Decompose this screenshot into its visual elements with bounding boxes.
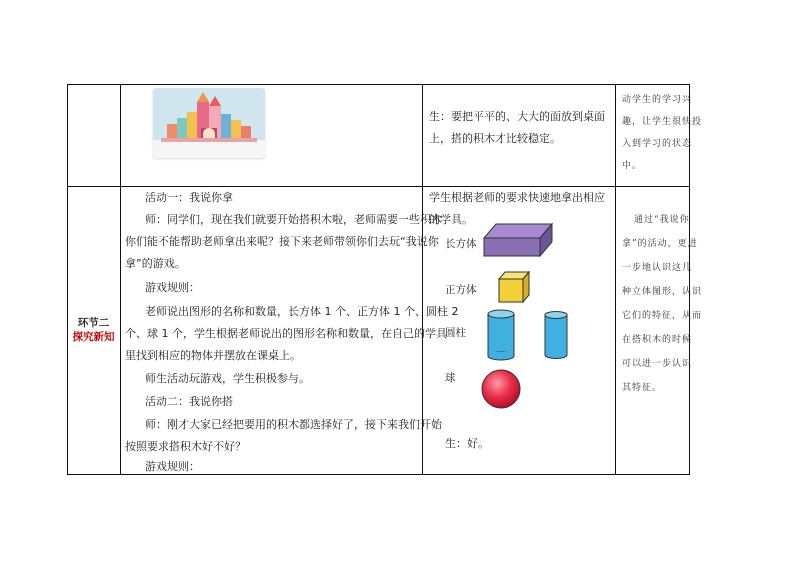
- design-note-1-line-2: 趣，让学生很快投: [622, 117, 703, 127]
- cuboid-label: 长方体: [445, 238, 477, 250]
- design-note-1-line-4: 中。: [622, 161, 643, 171]
- cylinder-shape-2: [543, 310, 569, 360]
- student-reply: 生：好。: [445, 437, 489, 450]
- cube-label: 正方体: [445, 284, 477, 296]
- design-note-2-line-7: 可以进一步认识: [622, 359, 693, 369]
- col-divider-1: [120, 84, 121, 475]
- design-note-2-line-8: 其特征。: [622, 383, 663, 393]
- section-title: 探究新知: [72, 331, 115, 343]
- teacher-line: 拿”的游戏。: [125, 257, 186, 270]
- design-note-2-line-2: 拿”的活动，更进: [622, 239, 698, 249]
- design-note-2-line-6: 在搭积木的时候: [622, 335, 693, 345]
- teacher-line: 老师说出图形的名称和数量，长方体 1 个、正方体 1 个、圆柱 2: [145, 305, 459, 318]
- game-rules-heading: 游戏规则：: [145, 460, 200, 473]
- design-note-2-line-3: 一步地认识这几: [622, 263, 693, 273]
- design-note-1-line-1: 动学生的学习兴: [622, 95, 693, 105]
- teacher-line: 个、球 1 个，学生根据老师说出的图形名称和数量，在自己的学具: [125, 327, 447, 340]
- teacher-line: 你们能不能帮助老师拿出来呢？接下来老师带领你们去玩“我说你: [125, 235, 439, 248]
- activity-two-title: 活动二：我说你搭: [145, 395, 233, 408]
- teacher-line: 师：同学们，现在我们就要开始搭积木啦，老师需要一些积木: [145, 213, 442, 226]
- teacher-line: 师生活动玩游戏，学生积极参与。: [145, 372, 310, 385]
- game-rules-heading: 游戏规则：: [145, 281, 200, 294]
- col-divider-3: [615, 84, 616, 475]
- sphere-shape: [480, 368, 522, 410]
- student-answer-line-1: 生：要把平平的、大大的面放到桌面: [429, 110, 605, 123]
- table-border-left: [67, 84, 68, 475]
- design-note-1-line-3: 入到学习的状态: [622, 139, 693, 149]
- cylinder-shape-1: [486, 308, 516, 362]
- design-note-2-line-5: 它们的特征，从而: [622, 311, 703, 321]
- section-label: 环节二: [77, 317, 110, 329]
- block-castle-illustration: [153, 88, 265, 158]
- teacher-line: 师：刚才大家已经把要用的积木都选择好了，接下来我们开始: [145, 418, 442, 431]
- design-note-2-line-1: 通过“我说你: [634, 215, 690, 225]
- teacher-line: 里找到相应的物体并摆放在课桌上。: [125, 349, 301, 362]
- student-answer-line-2: 上，搭的积木才比较稳定。: [429, 132, 561, 145]
- cube-shape: [497, 270, 531, 304]
- activity-one-title: 活动一：我说你拿: [145, 191, 233, 204]
- student-intro-line-2: 的学具。: [429, 213, 473, 226]
- teacher-line: 按照要求搭积木好不好？: [125, 440, 246, 453]
- sphere-label: 球: [445, 372, 456, 384]
- table-border-top: [67, 84, 690, 85]
- student-intro-line-1: 学生根据老师的要求快速地拿出相应: [429, 191, 605, 204]
- cylinder-label: 圆柱: [445, 327, 466, 339]
- building-blocks-photo: [153, 88, 265, 158]
- cuboid-shape: [482, 222, 554, 258]
- design-note-2-line-4: 种立体图形，认识: [622, 287, 703, 297]
